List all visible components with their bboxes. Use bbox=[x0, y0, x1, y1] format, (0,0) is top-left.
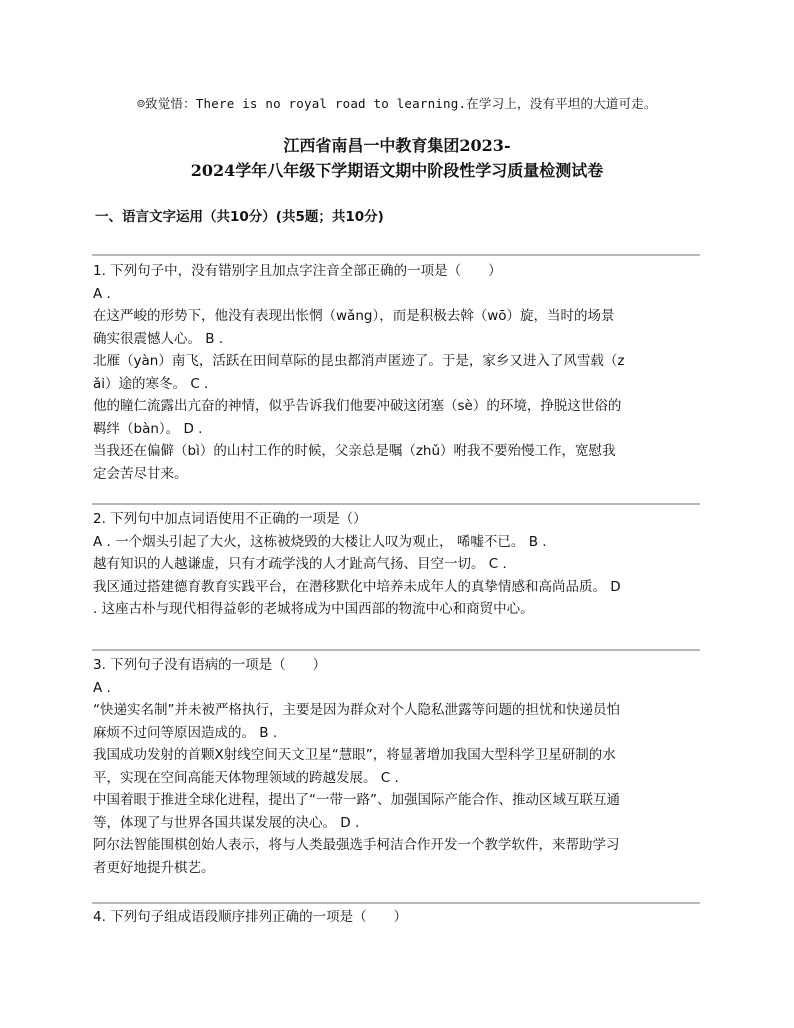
question-line: A . bbox=[93, 679, 111, 696]
question-2 bbox=[93, 508, 699, 621]
question-stem: 3. 下列句子没有语病的一项是（ ） bbox=[93, 657, 327, 673]
question-line: 北雁（yàn）南飞，活跃在田间草际的昆虫都消声匿迹了。于是，家乡又进入了风雪载（z bbox=[93, 353, 625, 369]
divider bbox=[92, 649, 700, 651]
question-line: “快递实名制”并未被严格执行，主要是因为群众对个人隐私泄露等问题的担忧和快递员怕 bbox=[93, 702, 620, 718]
question-line: 羁绊（bàn）。 D . bbox=[93, 420, 203, 437]
question-line: 我国成功发射的首颗X射线空间天文卫星“慧眼”，将显著增加我国大型科学卫星研制的水 bbox=[93, 747, 616, 763]
question-line: ǎi）途的寒冬。 C . bbox=[93, 375, 209, 392]
question-line: 我区通过搭建德育教育实践平台，在潜移默化中培养未成年人的真挚情感和高尚品质。 D bbox=[93, 578, 621, 595]
question-line: 麻烦不过问等原因造成的。 B . bbox=[93, 724, 278, 741]
question-line: 平，实现在空间高能天体物理领域的跨越发展。 C . bbox=[93, 769, 399, 786]
divider bbox=[92, 503, 700, 505]
question-stem: 4. 下列句子组成语段顺序排列正确的一项是（ ） bbox=[93, 909, 408, 925]
question-line: . 这座古朴与现代相得益彰的老城将成为中国西部的物流中心和商贸中心。 bbox=[93, 601, 534, 617]
question-line: 当我还在偏僻（bì）的山村工作的时候，父亲总是嘱（zhǔ）咐我不要殆慢工作，宽慰我 bbox=[93, 443, 616, 459]
title-line-1: 江西省南昌一中教育集团2023- bbox=[283, 136, 511, 155]
question-line: 越有知识的人越谦虚，只有才疏学浅的人才趾高气扬、目空一切。 C . bbox=[93, 556, 507, 572]
question-line: 中国着眼于推进全球化进程，提出了“一带一路”、加强国际产能合作、推动区域互联互通 bbox=[93, 792, 620, 808]
question-1 bbox=[93, 260, 699, 485]
question-line: 定会苦尽甘来。 bbox=[93, 465, 188, 482]
page-title bbox=[0, 133, 794, 183]
question-line: 在这严峻的形势下，他没有表现出怅惘（wǎng），而是积极去斡（wō）旋，当时的场景 bbox=[93, 308, 615, 324]
divider bbox=[92, 254, 700, 256]
section-heading: 一、语言文字运用（共10分）(共5题；共10分) bbox=[95, 209, 384, 225]
question-line: 确实很震憾人心。 B . bbox=[93, 330, 224, 347]
question-line: A . bbox=[93, 285, 111, 302]
question-line: 他的瞳仁流露出亢奋的神情，似乎告诉我们他要冲破这闭塞（sè）的环境，挣脱这世俗的 bbox=[93, 398, 622, 414]
motto-line: ☺致觉悟：There is no royal road to learning.在学习上，没有平坦的大道可走。 bbox=[137, 96, 657, 111]
title-line-2: 2024学年八年级下学期语文期中阶段性学习质量检测试卷 bbox=[190, 161, 604, 180]
question-line: 者更好地提升棋艺。 bbox=[93, 859, 215, 876]
question-line: A . 一个烟头引起了大火，这栋被烧毁的大楼让人叹为观止， 唏嘘不已。 B . bbox=[93, 533, 547, 550]
question-line: 等，体现了与世界各国共谋发展的决心。 D . bbox=[93, 814, 360, 831]
divider bbox=[92, 902, 700, 904]
question-4 bbox=[93, 906, 699, 929]
question-3 bbox=[93, 654, 699, 879]
question-stem: 2. 下列句中加点词语使用不正确的一项是（） bbox=[93, 511, 367, 527]
question-line: 阿尔法智能围棋创始人表示，将与人类最强选手柯洁合作开发一个教学软件，来帮助学习 bbox=[93, 837, 620, 853]
question-stem: 1. 下列句子中，没有错别字且加点字注音全部正确的一项是（ ） bbox=[93, 263, 502, 279]
